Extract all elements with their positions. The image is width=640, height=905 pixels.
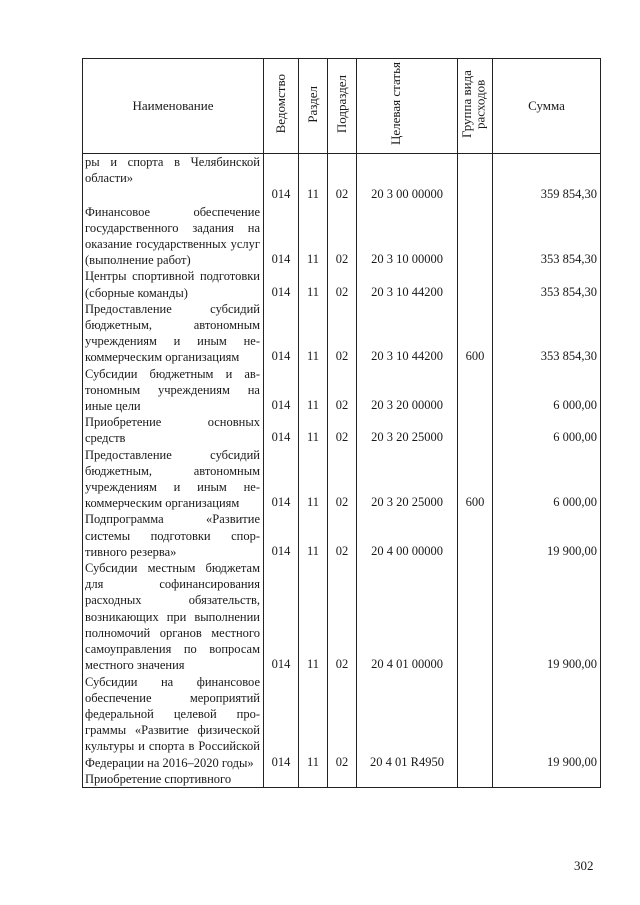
row-summa: 353 854,30	[493, 301, 601, 366]
row-razdel: 11	[299, 674, 328, 771]
row-podrazdel: 02	[328, 186, 357, 203]
row-name: Предоставление субсидий бюджетным, автономным учреждениям и иным некоммерческим организациям	[83, 301, 264, 366]
row-name	[83, 186, 264, 203]
table-row	[83, 771, 601, 788]
row-celevaya: 20 3 10 44200	[357, 268, 458, 300]
row-celevaya: 20 3 20 25000	[357, 447, 458, 512]
row-summa: 6 000,00	[493, 447, 601, 512]
row-summa	[493, 771, 601, 788]
row-celevaya: 20 4 01 00000	[357, 560, 458, 673]
row-gruppa: 600	[458, 447, 493, 512]
row-summa: 353 854,30	[493, 268, 601, 300]
row-celevaya	[357, 771, 458, 788]
page-number: 302	[574, 858, 594, 873]
header-summa: Сумма	[493, 59, 601, 154]
table-row	[83, 366, 601, 415]
row-razdel: 11	[299, 186, 328, 203]
table-row	[83, 511, 601, 560]
row-name: Подпрограмма «Развитие системы подготовки спортивного резерва»	[83, 511, 264, 560]
row-ved: 014	[264, 186, 299, 203]
row-ved: 014	[264, 301, 299, 366]
table-header	[83, 59, 601, 154]
row-name: Субсидии на финансовое обеспечение мероприятий федеральной целевой программы «Развитие физической культуры и спорта в Российской Федерации на 2016–2020 годы»	[83, 674, 264, 771]
header-ved: Ведомство	[264, 59, 299, 154]
row-celevaya: 20 3 20 00000	[357, 366, 458, 415]
row-gruppa	[458, 154, 493, 187]
row-razdel	[299, 154, 328, 187]
row-ved: 014	[264, 366, 299, 415]
row-ved: 014	[264, 414, 299, 446]
header-razdel: Раздел	[299, 59, 328, 154]
row-celevaya: 20 3 10 00000	[357, 204, 458, 269]
row-name: ры и спорта в Челябинской области»	[83, 154, 264, 187]
row-gruppa	[458, 511, 493, 560]
row-ved: 014	[264, 268, 299, 300]
table-row	[83, 674, 601, 771]
header-gruppa: Группа вида расходов	[458, 59, 493, 154]
row-gruppa	[458, 268, 493, 300]
row-name: Субсидии местным бюджетам для софинансирования расходных обязательств, возникающих при выполнении полномочий органов местного самоуправления по вопросам местного значения	[83, 560, 264, 673]
row-summa: 359 854,30	[493, 186, 601, 203]
row-razdel: 11	[299, 268, 328, 300]
row-razdel: 11	[299, 511, 328, 560]
row-podrazdel	[328, 771, 357, 788]
table-row	[83, 414, 601, 446]
row-name: Субсидии бюджетным и автономным учреждениям на иные цели	[83, 366, 264, 415]
header-name: Наименование	[83, 59, 264, 154]
table-row	[83, 204, 601, 269]
row-podrazdel: 02	[328, 366, 357, 415]
row-razdel: 11	[299, 301, 328, 366]
row-summa: 353 854,30	[493, 204, 601, 269]
row-name: Финансовое обеспечение государственного задания на оказание государственных услуг (выполнение работ)	[83, 204, 264, 269]
table-row	[83, 447, 601, 512]
row-name: Центры спортивной подготовки (сборные команды)	[83, 268, 264, 300]
row-ved: 014	[264, 560, 299, 673]
row-podrazdel	[328, 154, 357, 187]
table-row	[83, 186, 601, 203]
row-name: Предоставление субсидий бюджетным, автономным учреждениям и иным некоммерческим организациям	[83, 447, 264, 512]
row-gruppa	[458, 204, 493, 269]
row-summa: 6 000,00	[493, 414, 601, 446]
table-row	[83, 301, 601, 366]
row-ved: 014	[264, 511, 299, 560]
row-ved: 014	[264, 204, 299, 269]
row-razdel: 11	[299, 560, 328, 673]
row-podrazdel: 02	[328, 301, 357, 366]
row-razdel: 11	[299, 447, 328, 512]
row-celevaya: 20 3 20 25000	[357, 414, 458, 446]
row-podrazdel: 02	[328, 268, 357, 300]
row-razdel	[299, 771, 328, 788]
row-razdel: 11	[299, 414, 328, 446]
table-body	[83, 154, 601, 788]
row-name: Приобретение спортивного	[83, 771, 264, 788]
row-gruppa: 600	[458, 301, 493, 366]
table-row	[83, 154, 601, 187]
row-summa: 19 900,00	[493, 674, 601, 771]
row-podrazdel: 02	[328, 511, 357, 560]
table-row	[83, 560, 601, 673]
row-podrazdel: 02	[328, 447, 357, 512]
table-row	[83, 268, 601, 300]
row-podrazdel: 02	[328, 560, 357, 673]
row-summa: 6 000,00	[493, 366, 601, 415]
row-summa: 19 900,00	[493, 560, 601, 673]
budget-table	[82, 58, 601, 788]
row-gruppa	[458, 560, 493, 673]
row-celevaya	[357, 154, 458, 187]
row-gruppa	[458, 771, 493, 788]
row-ved: 014	[264, 674, 299, 771]
row-podrazdel: 02	[328, 204, 357, 269]
row-summa: 19 900,00	[493, 511, 601, 560]
row-gruppa	[458, 414, 493, 446]
row-podrazdel: 02	[328, 674, 357, 771]
row-gruppa	[458, 674, 493, 771]
row-podrazdel: 02	[328, 414, 357, 446]
row-ved: 014	[264, 447, 299, 512]
row-name: Приобретение основных средств	[83, 414, 264, 446]
header-celevaya: Целевая статья	[357, 59, 458, 154]
row-razdel: 11	[299, 366, 328, 415]
header-podrazdel: Подраздел	[328, 59, 357, 154]
row-summa	[493, 154, 601, 187]
row-razdel: 11	[299, 204, 328, 269]
row-celevaya: 20 4 00 00000	[357, 511, 458, 560]
row-celevaya: 20 4 01 R4950	[357, 674, 458, 771]
row-gruppa	[458, 366, 493, 415]
row-celevaya: 20 3 00 00000	[357, 186, 458, 203]
row-ved	[264, 771, 299, 788]
row-ved	[264, 154, 299, 187]
row-celevaya: 20 3 10 44200	[357, 301, 458, 366]
row-gruppa	[458, 186, 493, 203]
